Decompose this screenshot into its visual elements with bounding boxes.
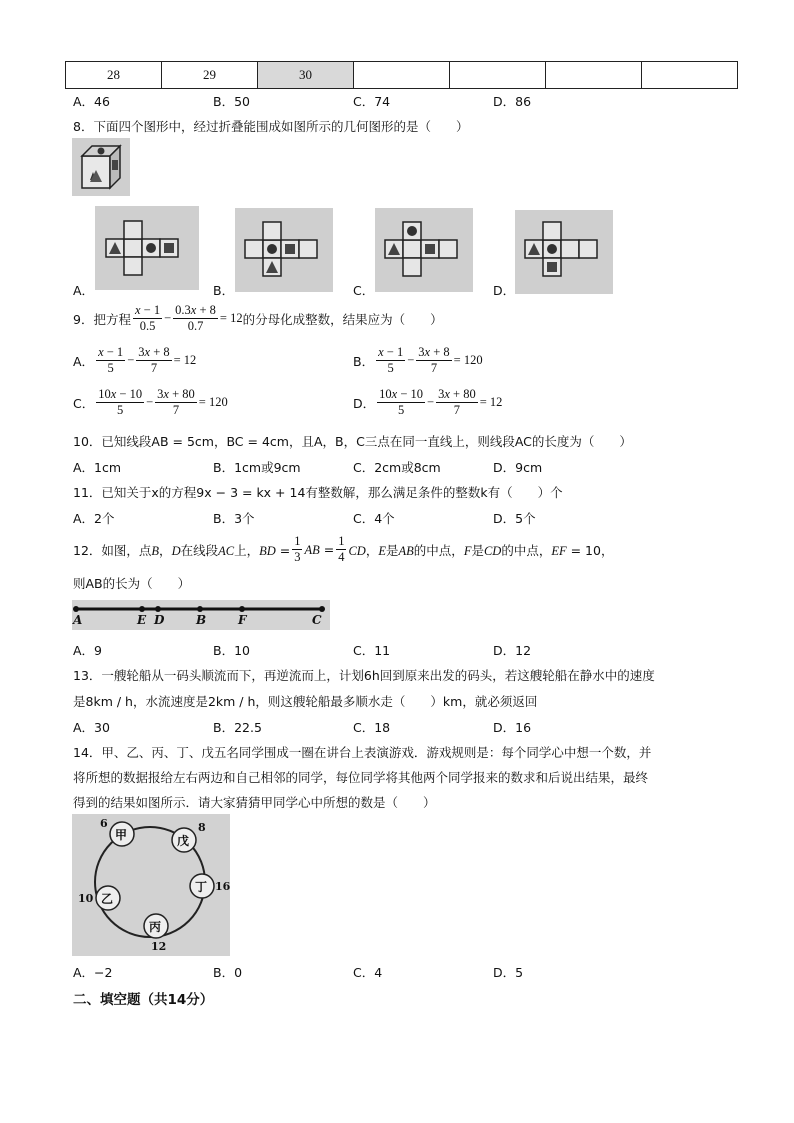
q11-option-b: B．3个	[213, 511, 255, 526]
q9-option-b: B． $\frac{x - 1}{5}$ − $\frac{3x + 8}{7}$ = 120	[353, 345, 483, 376]
table-cell	[546, 62, 642, 89]
net-c-drawing	[375, 208, 473, 292]
q9-option-a: A． $\frac{x - 1}{5}$ − $\frac{3x + 8}{7}$ = 12	[73, 345, 197, 376]
q7-option-a: A．46	[73, 94, 110, 109]
table-cell: 28	[66, 62, 162, 89]
q12-option-d: D．12	[493, 643, 532, 658]
q8-stem: 8．下面四个图形中，经过折叠能围成如图所示的几何图形的是（ ）	[73, 119, 469, 134]
q8-label-d: D．	[493, 283, 516, 298]
square-icon	[112, 160, 118, 170]
person-value: 6	[100, 817, 108, 830]
q8-label-c: C．	[353, 283, 375, 298]
option-label: B．	[353, 353, 375, 369]
person-value: 16	[215, 880, 231, 893]
q10-option-c: C．2cm或8cm	[353, 460, 441, 475]
table-cell	[642, 62, 738, 89]
q13-option-b: B．22.5	[213, 720, 262, 735]
person-name: 丙	[149, 920, 162, 934]
fraction: $\frac{x - 1}{0.5}$	[134, 303, 161, 334]
person-value: 10	[78, 892, 94, 905]
person-name: 乙	[101, 892, 114, 906]
cube-figure	[72, 138, 130, 196]
q12-option-a: A．9	[73, 643, 103, 658]
net-b-drawing	[235, 208, 333, 292]
q7-option-d: D．86	[493, 94, 532, 109]
q14-line1: 14．甲、乙、丙、丁、戊五名同学围成一圈在讲台上表演游戏．游戏规则是：每个同学心中想一个数，并	[73, 745, 652, 760]
net-a-drawing	[95, 206, 199, 290]
net-b	[235, 208, 333, 292]
table-cell	[354, 62, 450, 89]
net-c	[375, 208, 473, 292]
net-a	[95, 206, 199, 290]
q13-option-c: C．18	[353, 720, 391, 735]
q11-option-d: D．5个	[493, 511, 536, 526]
point-label: E	[137, 613, 147, 627]
point-label: B	[196, 613, 207, 627]
q9-prefix: 9．把方程	[73, 311, 131, 327]
q7-option-c: C．74	[353, 94, 391, 109]
section-title: 二、填空题（共14分）	[73, 992, 214, 1008]
q11-option-a: A．2个	[73, 511, 115, 526]
q13-line1: 13．一艘轮船从一码头顺流而下，再逆流而上，计划6h回到原来出发的码头，若这艘轮船在静水中的速度	[73, 668, 655, 683]
option-label: C．	[73, 395, 95, 411]
q7-option-b: B．50	[213, 94, 250, 109]
table-cell	[450, 62, 546, 89]
option-label: D．	[353, 395, 376, 411]
top-table	[65, 61, 738, 89]
q11-option-c: C．4个	[353, 511, 395, 526]
q9-suffix: 的分母化成整数，结果应为（ ）	[242, 311, 443, 327]
q8-label-a: A．	[73, 283, 95, 298]
q12-option-b: B．10	[213, 643, 250, 658]
q14-option-d: D．5	[493, 965, 524, 980]
point-label: D	[154, 613, 165, 627]
person-name: 戊	[177, 834, 190, 848]
table-cell: 29	[162, 62, 258, 89]
q12-stem-line2: 则AB的长为（ ）	[73, 576, 191, 591]
net-d	[515, 210, 613, 294]
point-label: A	[73, 613, 83, 627]
q12-stem-line1: 12．如图，点B，D在线段AC上，BD = $\frac{1}{3}$ AB = $\frac{1}{4}$ CD，E是AB的中点，F是CD的中点，EF = 10，	[73, 534, 614, 565]
q11-stem: 11．已知关于x的方程9x − 3 = kx + 14有整数解，那么满足条件的整数k有（ ）个	[73, 485, 563, 500]
q9-option-c: C． $\frac{10x - 10}{5}$ − $\frac{3x + 80}{7}$ = 120	[73, 387, 228, 418]
person-name: 丁	[195, 880, 208, 894]
q8-label-b: B．	[213, 283, 235, 298]
q13-option-d: D．16	[493, 720, 532, 735]
circle-icon	[98, 148, 105, 155]
option-label: A．	[73, 353, 95, 369]
q14-option-b: B．0	[213, 965, 243, 980]
segment-figure	[72, 600, 330, 630]
q10-stem: 10．已知线段AB = 5cm，BC = 4cm，且A，B，C三点在同一直线上，则线段AC的长度为（ ）	[73, 434, 632, 449]
point-label: C	[312, 613, 322, 627]
q10-option-d: D．9cm	[493, 460, 543, 475]
cube-drawing	[72, 138, 130, 196]
q14-line2: 将所想的数据报给左右两边和自己相邻的同学，每位同学将其他两个同学报来的数求和后说出结果，最终	[73, 770, 649, 785]
person-value: 8	[198, 821, 206, 834]
q13-option-a: A．30	[73, 720, 110, 735]
q10-option-a: A．1cm	[73, 460, 122, 475]
q10-option-b: B．1cm或9cm	[213, 460, 301, 475]
net-d-drawing	[515, 210, 613, 294]
person-name: 甲	[115, 828, 128, 842]
circle-game-figure	[72, 814, 230, 956]
q12-option-c: C．11	[353, 643, 391, 658]
q9-option-d: D． $\frac{10x - 10}{5}$ − $\frac{3x + 80}{7}$ = 12	[353, 387, 503, 418]
fraction: $\frac{0.3x + 8}{0.7}$	[175, 303, 216, 334]
point-label: F	[238, 613, 247, 627]
q14-line3: 得到的结果如图所示．请大家猜猜甲同学心中所想的数是（ ）	[73, 795, 436, 810]
table-cell: 30	[258, 62, 354, 89]
q14-option-c: C．4	[353, 965, 383, 980]
person-value: 12	[151, 940, 167, 953]
q9-stem: 9．把方程 $\frac{x - 1}{0.5}$ − $\frac{0.3x + 8}{0.7}$ = 12 的分母化成整数，结果应为（ ）	[73, 303, 443, 334]
q13-line2: 是8km / h，水流速度是2km / h，则这艘轮船最多顺水走（ ）km，就必须返回	[73, 694, 538, 709]
q14-option-a: A．−2	[73, 965, 113, 980]
